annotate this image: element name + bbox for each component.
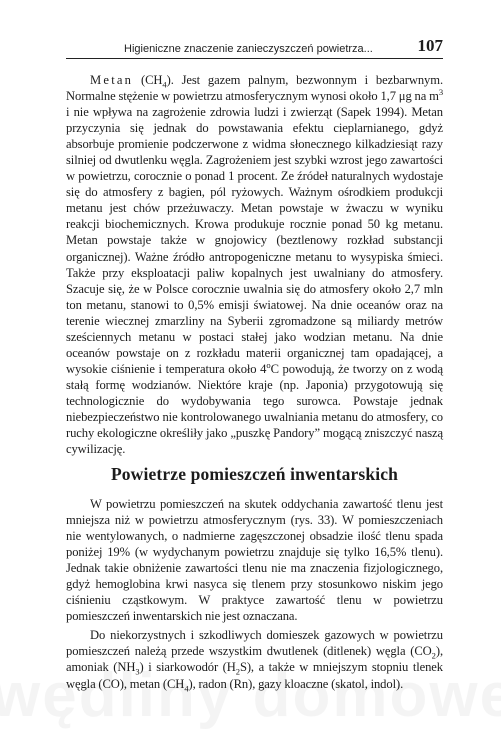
paragraph: Metan $(CH_4)$. Jest gazem palnym, bezwonnym i bezbarwnym. Normalne stężenie w powietrzu atmosferycznym wynosi około 1,7 μg na $m^3$ i nie wpływa na zagrożenie zdrowia ludzi i zwierząt (Sapek 1994). Metan przyczynia się jednak do powstawania efektu cieplarnianego, gdyż absorbuje promienie podczerwone z widma słonecznego kilkadziesiąt razy silniej od dwutlenku węgla. Zagrożeniem jest szybki wzrost jego zawartości w powietrzu, corocznie o ponad 1 procent. Ze źródeł naturalnych wydostaje się do atmosfery z bagien, pól ryżowych. Ważnym ośrodkiem produkcji metanu jest chów przeżuwaczy. Metan powstaje w żwaczu w wyniku reakcji biochemicznych. Krowa produkuje rocznie ponad 50 kg metanu. Metan powstaje także w gnojowicy (beztlenowy rozkład substancji organicznej). Ważne źródło antropogeniczne metanu to wysypiska śmieci. Także przy eksploatacji paliw kopalnych jest uwalniany do atmosfery. Szacuje się, że w Polsce corocznie uwalnia się do atmosfery około 2,7 mln ton metanu, stanowi to 0,5% emisji światowej. Na dnie oceanów oraz na terenie wiecznej zmarzliny na Syberii zgromadzone są miliardy metrów sześciennych metanu w postaci stałej jako wodzian metanu. Na dnie oceanów powstaje on z rozkładu materii organicznej tam opadającej, a wysokie ciśnienie i temperatura około 4$^o$C powodują, że tworzy on z wodą stałą formę wodzianów. Niektóre kraje (np. Japonia) przygotowują się technologicznie do wydobywania tego surowca. Powstaje jednak niebezpieczeństwo nie kontrolowanego uwalniania metanu do atmosfery, co ruchy ekologiczne określiły jako „puszkę Pandory” mogącą zniszczyć naszą cywilizację. [66,73,443,457]
methane-paragraph [66,72,443,457]
running-header [66,36,443,59]
page-number: 107 [417,36,443,55]
term-metan: Metan [90,73,134,87]
section-body [66,496,443,692]
oxygen-paragraph: W powietrzu pomieszczeń na skutek oddychania zawartość tlenu jest mniejsza niż w powietrzu atmosferycznym (rys. 33). W pomieszczeniach nie wentylowanych, o nadmierne zagęszczonej obsadzie ilość tlenu spada poniżej 19% (w wydychanym powietrzu znajduje się tylko 16,5% tlenu). Jednak takie obniżenie zawartości tlenu nie ma znaczenia fizjologicznego, gdyż hemoglobina krwi nasyca się tlenem przy stosunkowo niskim jego ciśnieniu cząstkowym. W praktyce zawartość tlenu w powietrzu pomieszczeń inwentarskich nie jest oznaczana. [66,497,443,624]
gases-paragraph: Do niekorzystnych i szkodliwych domieszek gazowych w powietrzu pomieszczeń należą przede wszystkim dwutlenek (ditlenek) węgla $(CO_2)$, amoniak $(NH_3)$ i siarkowodór $(H_2S)$, a także w mniejszym stopniu tlenek węgla (CO), metan $(CH_4)$, radon (Rn), gazy kloaczne (skatol, indol). [66,628,443,694]
running-title: Higieniczne znaczenie zanieczyszczeń powietrza... [124,43,373,55]
section-heading: Powietrze pomieszczeń inwentarskich [110,464,399,484]
